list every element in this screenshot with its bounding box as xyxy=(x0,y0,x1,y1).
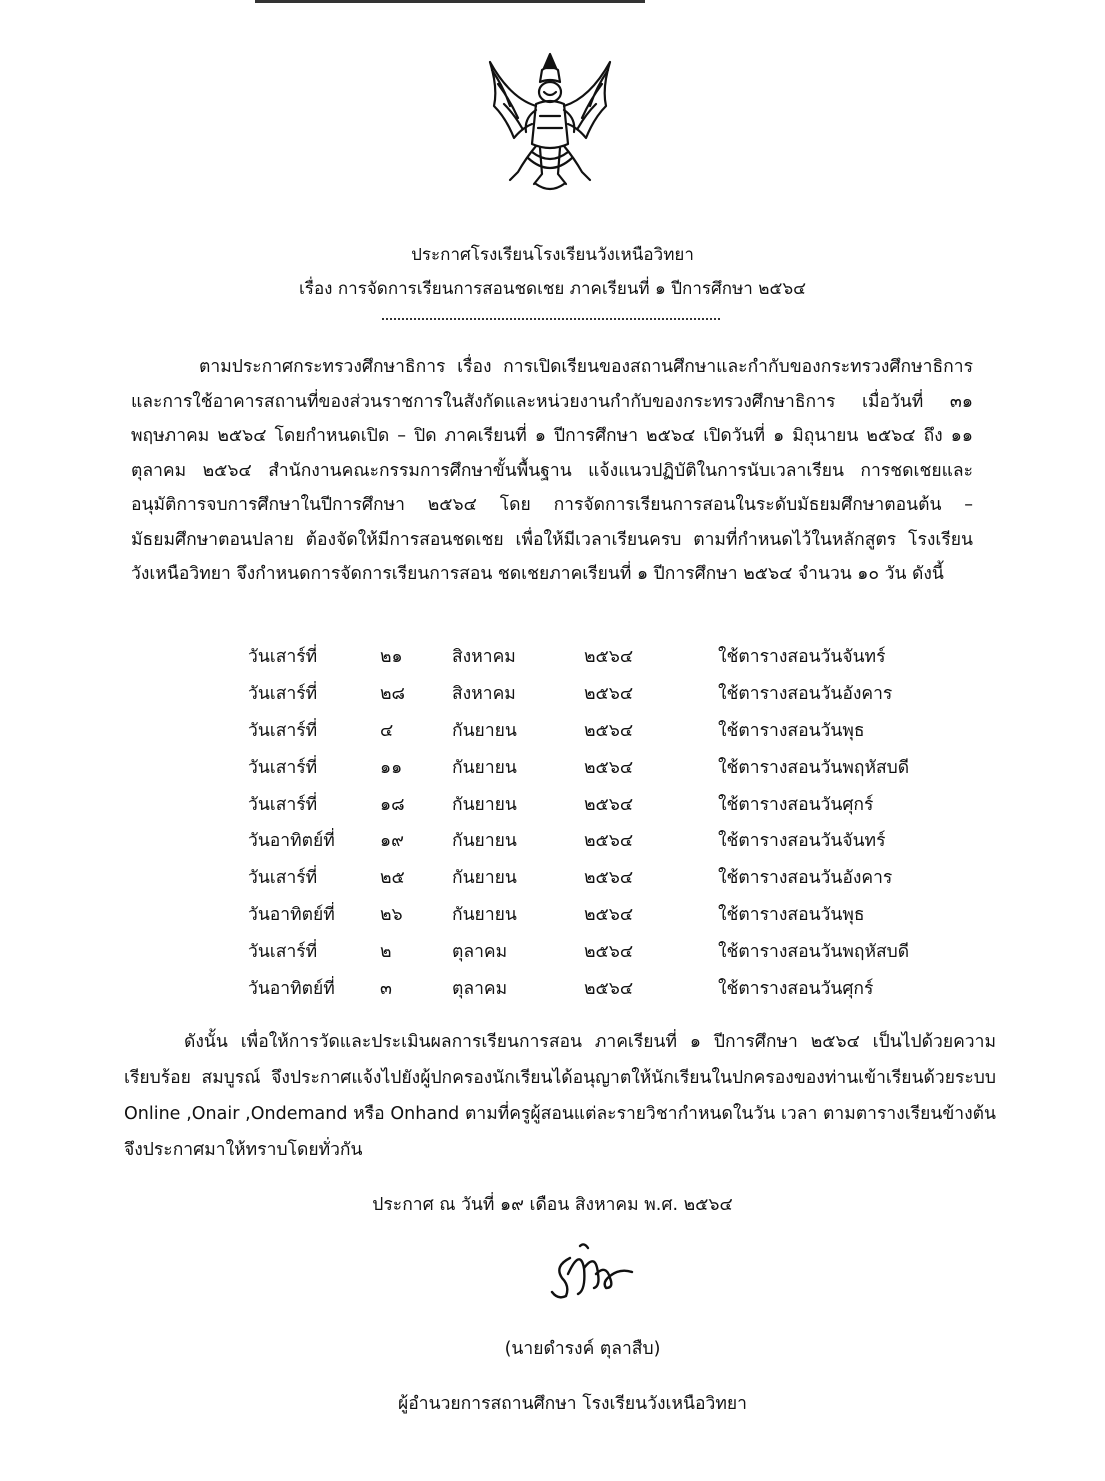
schedule-row xyxy=(248,712,968,749)
schedule-timetable: ใช้ตารางสอนวันอังคาร xyxy=(718,684,893,705)
schedule-date: ๒๑ xyxy=(380,647,403,668)
schedule-date: ๒ xyxy=(380,941,392,962)
schedule-timetable: ใช้ตารางสอนวันพฤหัสบดี xyxy=(718,941,910,962)
schedule-timetable: ใช้ตารางสอนวันศุกร์ xyxy=(718,794,874,815)
schedule-timetable: ใช้ตารางสอนวันพุธ xyxy=(718,904,865,925)
schedule-month: กันยายน xyxy=(452,757,517,778)
dotted-divider xyxy=(382,318,720,320)
schedule-date: ๓ xyxy=(380,978,392,999)
intro-paragraph: ตามประกาศกระทรวงศึกษาธิการ เรื่อง การเปิดเรียนของสถานศึกษาและกำกับของกระทรวงศึกษาธิการ และการใช้อาคารสถานที่ของส่วนราชการในสังกัดและหน่วยงานกำกับของกระทรวงศึกษาธิการ เมื่อวันที่ ๓๑ พฤษภาคม ๒๕๖๔ โดยกำหนดเปิด – ปิด ภาคเรียนที่ ๑ ปีการศึกษา ๒๕๖๔ เปิดวันที่ ๑ มิถุนายน ๒๕๖๔ ถึง ๑๑ ตุลาคม ๒๕๖๔ สำนักงานคณะกรรมการศึกษาขั้นพื้นฐาน แจ้งแนวปฏิบัติในการนับเวลาเรียน การชดเชยและอนุมัติการจบการศึกษาในปีการศึกษา ๒๕๖๔ โดย การจัดการเรียนการสอนในระดับมัธยมศึกษาตอนต้น – มัธยมศึกษาตอนปลาย ต้องจัดให้มีการสอนชดเชย เพื่อให้มีเวลาเรียนครบ ตามที่กำหนดไว้ในหลักสูตร โรงเรียนวังเหนือวิทยา จึงกำหนดการจัดการเรียนการสอน ชดเชยภาคเรียนที่ ๑ ปีการศึกษา ๒๕๖๔ จำนวน ๑๐ วัน ดังนี้ xyxy=(131,357,973,584)
schedule-timetable: ใช้ตารางสอนวันอังคาร xyxy=(718,868,893,889)
schedule-row xyxy=(248,822,968,859)
schedule-year: ๒๕๖๔ xyxy=(584,831,634,852)
schedule-date: ๑๘ xyxy=(380,794,405,815)
schedule-month: กันยายน xyxy=(452,868,517,889)
schedule-timetable: ใช้ตารางสอนวันพฤหัสบดี xyxy=(718,757,910,778)
schedule-timetable: ใช้ตารางสอนวันจันทร์ xyxy=(718,831,886,852)
schedule-row xyxy=(248,896,968,933)
schedule-month: สิงหาคม xyxy=(452,684,516,705)
schedule-month: ตุลาคม xyxy=(452,978,508,999)
schedule-timetable: ใช้ตารางสอนวันจันทร์ xyxy=(718,647,886,668)
schedule-year: ๒๕๖๔ xyxy=(584,904,634,925)
schedule-timetable: ใช้ตารางสอนวันพุธ xyxy=(718,720,865,741)
schedule-month: กันยายน xyxy=(452,720,517,741)
schedule-day: วันเสาร์ที่ xyxy=(248,720,318,741)
announcement-title: ประกาศโรงเรียนโรงเรียนวังเหนือวิทยา xyxy=(411,245,694,265)
schedule-date: ๑๑ xyxy=(380,757,403,778)
signer-name: (นายดำรงค์ ตุลาสืบ) xyxy=(504,1339,661,1359)
schedule-day: วันอาทิตย์ที่ xyxy=(248,904,335,925)
schedule-row xyxy=(248,859,968,896)
schedule-row xyxy=(248,638,968,675)
schedule-timetable: ใช้ตารางสอนวันศุกร์ xyxy=(718,978,874,999)
schedule-year: ๒๕๖๔ xyxy=(584,684,634,705)
announcement-subject: เรื่อง การจัดการเรียนการสอนชดเชย ภาคเรียนที่ ๑ ปีการศึกษา ๒๕๖๔ xyxy=(299,279,806,299)
schedule-year: ๒๕๖๔ xyxy=(584,647,634,668)
schedule-row xyxy=(248,932,968,969)
schedule-year: ๒๕๖๔ xyxy=(584,868,634,889)
schedule-month: สิงหาคม xyxy=(452,647,516,668)
conclusion-paragraph: ดังนั้น เพื่อให้การวัดและประเมินผลการเรียนการสอน ภาคเรียนที่ ๑ ปีการศึกษา ๒๕๖๔ เป็นไปด้วยความเรียบร้อย สมบูรณ์ จึงประกาศแจ้งไปยังผู้ปกครองนักเรียนได้อนุญาตให้นักเรียนในปกครองของท่านเข้าเรียนด้วยระบบ Online ,Onair ,Ondemand หรือ Onhand ตามที่ครูผู้สอนแต่ละรายวิชากำหนดในวัน เวลา ตามตารางเรียนข้างต้น จึงประกาศมาให้ทราบโดยทั่วกัน xyxy=(124,1032,996,1160)
schedule-date: ๒๘ xyxy=(380,684,406,705)
schedule-date: ๑๙ xyxy=(380,831,404,852)
announcement-date: ประกาศ ณ วันที่ ๑๙ เดือน สิงหาคม พ.ศ. ๒๕๖๔ xyxy=(372,1195,733,1215)
schedule-day: วันเสาร์ที่ xyxy=(248,941,318,962)
schedule-month: กันยายน xyxy=(452,904,517,925)
schedule-day: วันอาทิตย์ที่ xyxy=(248,831,335,852)
schedule-day: วันเสาร์ที่ xyxy=(248,794,318,815)
schedule-row xyxy=(248,969,968,1006)
schedule-month: กันยายน xyxy=(452,794,517,815)
schedule-year: ๒๕๖๔ xyxy=(584,794,634,815)
schedule-date: ๔ xyxy=(380,720,394,741)
schedule-year: ๒๕๖๔ xyxy=(584,941,634,962)
schedule-row xyxy=(248,675,968,712)
garuda-emblem-icon xyxy=(470,48,630,198)
schedule-day: วันเสาร์ที่ xyxy=(248,647,318,668)
schedule-day: วันอาทิตย์ที่ xyxy=(248,978,335,999)
signer-position: ผู้อำนวยการสถานศึกษา โรงเรียนวังเหนือวิทยา xyxy=(398,1394,747,1414)
schedule-date: ๒๕ xyxy=(380,868,405,889)
schedule-month: กันยายน xyxy=(452,831,517,852)
makeup-schedule-table xyxy=(248,638,968,1006)
schedule-row xyxy=(248,785,968,822)
handwritten-signature xyxy=(540,1238,640,1308)
schedule-year: ๒๕๖๔ xyxy=(584,978,634,999)
schedule-month: ตุลาคม xyxy=(452,941,508,962)
schedule-year: ๒๕๖๔ xyxy=(584,757,634,778)
schedule-date: ๒๖ xyxy=(380,904,403,925)
schedule-day: วันเสาร์ที่ xyxy=(248,757,318,778)
top-edge-line xyxy=(255,0,645,3)
schedule-row xyxy=(248,748,968,785)
schedule-year: ๒๕๖๔ xyxy=(584,720,634,741)
schedule-day: วันเสาร์ที่ xyxy=(248,868,318,889)
schedule-day: วันเสาร์ที่ xyxy=(248,684,318,705)
